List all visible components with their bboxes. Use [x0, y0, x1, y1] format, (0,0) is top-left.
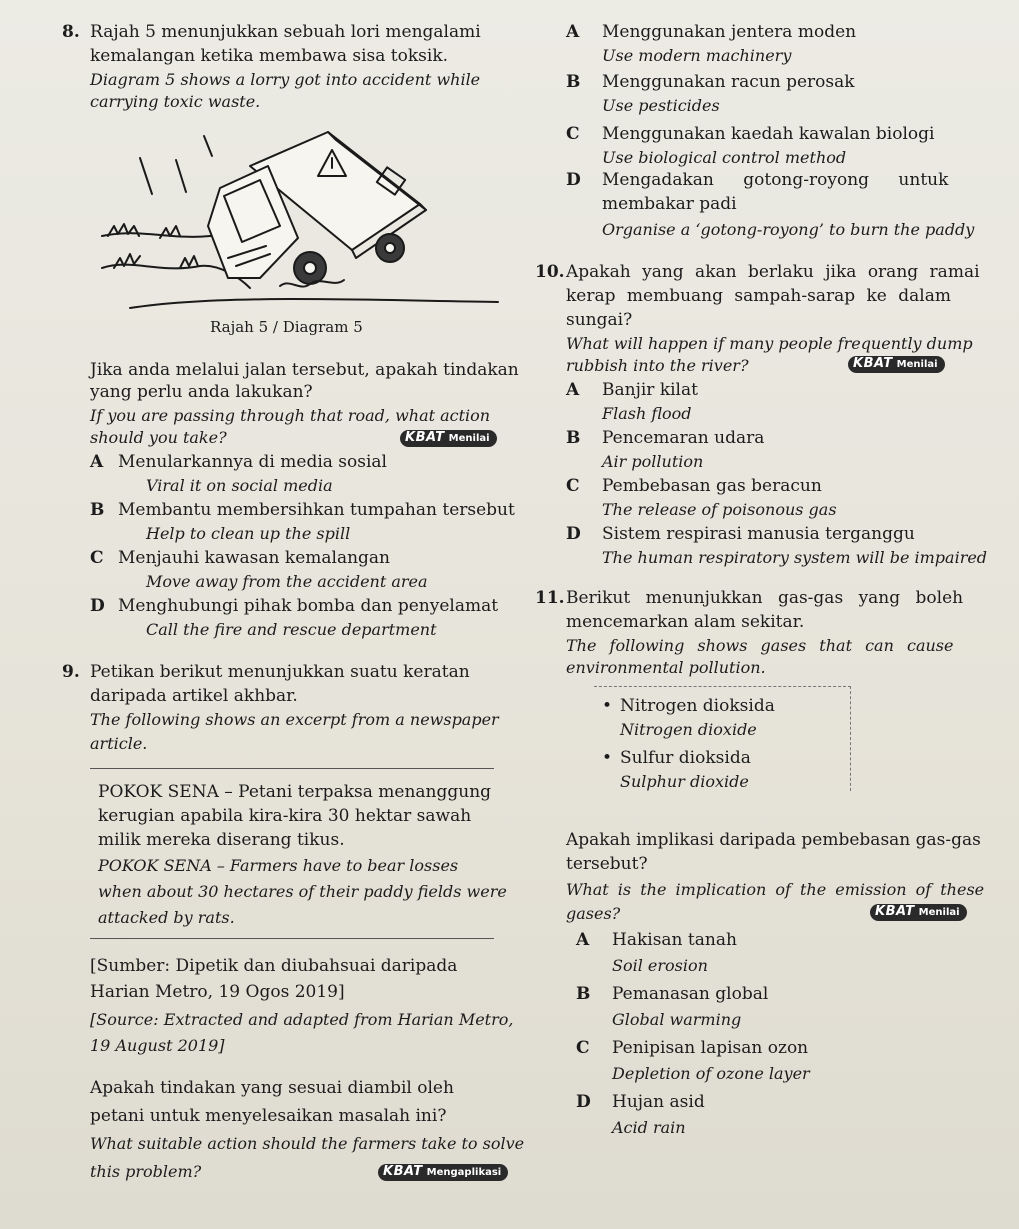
q10-ms-line2: kerap membuang sampah-sarap ke dalam: [566, 286, 951, 306]
q9-kbat-badge: KBAT Mengaplikasi: [378, 1164, 508, 1181]
q9-ms-line1: Petikan berikut menunjukkan suatu keratan: [90, 662, 470, 682]
q11-prompt-ms-line1: Apakah implikasi daripada pembebasan gas-gas: [566, 830, 981, 850]
q11-prompt-en-line2: gases?: [566, 904, 621, 923]
q11-option-c-letter: C: [576, 1038, 590, 1058]
article-ms-line2: kerugian apabila kira-kira 30 hektar sawah: [98, 806, 472, 826]
q8-kbat-badge: KBAT Menilai: [400, 430, 497, 447]
article-en-line2: when about 30 hectares of their paddy fields were: [98, 882, 507, 901]
q9-source-en-line2: 19 August 2019]: [90, 1036, 225, 1055]
q9-option-c-ms[interactable]: Menggunakan kaedah kawalan biologi: [602, 124, 935, 144]
q11-prompt-en-line1: What is the implication of the emission of these: [566, 880, 985, 899]
q8-prompt-en-line1: If you are passing through that road, what action: [90, 406, 491, 425]
q10-option-b-en: Air pollution: [602, 452, 704, 471]
q10-option-d-en: The human respiratory system will be impaired: [602, 548, 988, 567]
q8-option-a-letter: A: [90, 452, 104, 472]
q8-prompt-ms-line1: Jika anda melalui jalan tersebut, apakah tindakan: [90, 360, 519, 380]
q11-option-a-en: Soil erosion: [612, 956, 708, 975]
q11-en-line2: environmental pollution.: [566, 658, 766, 677]
q9-prompt-ms-line1: Apakah tindakan yang sesuai diambil oleh: [90, 1078, 454, 1098]
q8-diagram-caption: Rajah 5 / Diagram 5: [210, 318, 363, 336]
q10-option-c-letter: C: [566, 476, 580, 496]
q8-option-b-ms[interactable]: Membantu membersihkan tumpahan tersebut: [118, 500, 515, 520]
q9-en-line2: article.: [90, 734, 148, 753]
q10-option-d-ms[interactable]: Sistem respirasi manusia terganggu: [602, 524, 915, 544]
article-en-line3: attacked by rats.: [98, 908, 235, 927]
gas-bullet-1: •: [602, 696, 613, 716]
q11-kbat-badge: KBAT Menilai: [870, 904, 967, 921]
q8-option-c-letter: C: [90, 548, 104, 568]
q10-option-b-letter: B: [566, 428, 581, 448]
q9-option-b-en: Use pesticides: [602, 96, 720, 115]
q9-prompt-ms-line2: petani untuk menyelesaikan masalah ini?: [90, 1106, 447, 1126]
q10-option-a-letter: A: [566, 380, 580, 400]
q11-ms-line2: mencemarkan alam sekitar.: [566, 612, 805, 632]
q8-option-a-ms[interactable]: Menularkannya di media sosial: [118, 452, 387, 472]
q8-option-a-en: Viral it on social media: [146, 476, 333, 495]
gas-2-ms: Sulfur dioksida: [620, 748, 751, 768]
q8-option-c-en: Move away from the accident area: [146, 572, 428, 591]
q8-ms-line1: Rajah 5 menunjukkan sebuah lori mengalami: [90, 22, 481, 42]
q9-option-c-en: Use biological control method: [602, 148, 847, 167]
q11-number: 11.: [535, 588, 565, 608]
q9-option-b-letter: B: [566, 72, 581, 92]
gas-bullet-2: •: [602, 748, 613, 768]
q11-option-a-letter: A: [576, 930, 590, 950]
q8-option-b-en: Help to clean up the spill: [146, 524, 351, 543]
q8-prompt-ms-line2: yang perlu anda lakukan?: [90, 382, 313, 402]
article-bottom-rule: [90, 938, 494, 939]
q11-option-b-en: Global warming: [612, 1010, 742, 1029]
q9-option-d-letter: D: [566, 170, 581, 190]
q10-option-c-en: The release of poisonous gas: [602, 500, 837, 519]
q9-option-c-letter: C: [566, 124, 580, 144]
q8-ms-line2: kemalangan ketika membawa sisa toksik.: [90, 46, 449, 66]
q10-number: 10.: [535, 262, 565, 282]
article-en-line1: POKOK SENA – Farmers have to bear losses: [98, 856, 459, 875]
gas-1-ms: Nitrogen dioksida: [620, 696, 775, 716]
q9-source-ms-line1: [Sumber: Dipetik dan diubahsuai daripada: [90, 956, 458, 976]
q10-option-c-ms[interactable]: Pembebasan gas beracun: [602, 476, 822, 496]
q11-option-a-ms[interactable]: Hakisan tanah: [612, 930, 737, 950]
q8-en-line1: Diagram 5 shows a lorry got into accident while: [90, 70, 481, 89]
q8-option-c-ms[interactable]: Menjauhi kawasan kemalangan: [118, 548, 390, 568]
article-ms-line1: POKOK SENA – Petani terpaksa menanggung: [98, 782, 492, 802]
q9-option-a-letter: A: [566, 22, 580, 42]
q11-option-c-en: Depletion of ozone layer: [612, 1064, 810, 1083]
q9-option-a-en: Use modern machinery: [602, 46, 792, 65]
gas-2-en: Sulphur dioxide: [620, 772, 749, 791]
q8-number: 8.: [62, 22, 80, 42]
q10-en-line2: rubbish into the river?: [566, 356, 749, 375]
q9-prompt-en-line1: What suitable action should the farmers take to solve: [90, 1134, 525, 1153]
q11-option-c-ms[interactable]: Penipisan lapisan ozon: [612, 1038, 809, 1058]
q9-option-d-en: Organise a ‘gotong-royong’ to burn the paddy: [602, 220, 975, 239]
q8-option-b-letter: B: [90, 500, 105, 520]
q10-option-d-letter: D: [566, 524, 581, 544]
q8-option-d-en: Call the fire and rescue department: [146, 620, 437, 639]
q11-prompt-ms-line2: tersebut?: [566, 854, 648, 874]
gas-1-en: Nitrogen dioxide: [620, 720, 757, 739]
q10-ms-line1: Apakah yang akan berlaku jika orang ramai: [566, 262, 980, 282]
q11-option-d-letter: D: [576, 1092, 591, 1112]
q10-option-b-ms[interactable]: Pencemaran udara: [602, 428, 765, 448]
q9-option-d-ms-line1[interactable]: Mengadakan gotong-royong untuk: [602, 170, 949, 190]
q9-option-a-ms[interactable]: Menggunakan jentera moden: [602, 22, 857, 42]
q10-en-line1: What will happen if many people frequently dump: [566, 334, 973, 353]
q9-option-d-ms-line2[interactable]: membakar padi: [602, 194, 737, 214]
road-edge: [130, 299, 498, 308]
q10-option-a-ms[interactable]: Banjir kilat: [602, 380, 698, 400]
q9-source-ms-line2: Harian Metro, 19 Ogos 2019]: [90, 982, 345, 1002]
q9-number: 9.: [62, 662, 80, 682]
article-top-rule: [90, 768, 494, 769]
q9-ms-line2: daripada artikel akhbar.: [90, 686, 298, 706]
q9-en-line1: The following shows an excerpt from a newspaper: [90, 710, 499, 729]
lorry-accident-diagram: [100, 118, 500, 310]
q11-en-line1: The following shows gases that can cause: [566, 636, 954, 655]
q10-option-a-en: Flash flood: [602, 404, 692, 423]
q10-ms-line3: sungai?: [566, 310, 633, 330]
q11-ms-line1: Berikut menunjukkan gas-gas yang boleh: [566, 588, 964, 608]
q8-prompt-en-line2: should you take?: [90, 428, 227, 447]
q11-option-b-letter: B: [576, 984, 591, 1004]
q10-kbat-badge: KBAT Menilai: [848, 356, 945, 373]
q9-option-b-ms[interactable]: Menggunakan racun perosak: [602, 72, 855, 92]
q11-option-d-ms[interactable]: Hujan asid: [612, 1092, 705, 1112]
q8-en-line2: carrying toxic waste.: [90, 92, 261, 111]
q9-source-en-line1: [Source: Extracted and adapted from Harian Metro,: [90, 1010, 514, 1029]
q9-prompt-en-line2: this problem?: [90, 1162, 202, 1181]
q8-option-d-letter: D: [90, 596, 105, 616]
q11-option-b-ms[interactable]: Pemanasan global: [612, 984, 769, 1004]
q8-option-d-ms[interactable]: Menghubungi pihak bomba dan penyelamat: [118, 596, 499, 616]
q11-option-d-en: Acid rain: [612, 1118, 686, 1137]
article-ms-line3: milik mereka diserang tikus.: [98, 830, 345, 850]
